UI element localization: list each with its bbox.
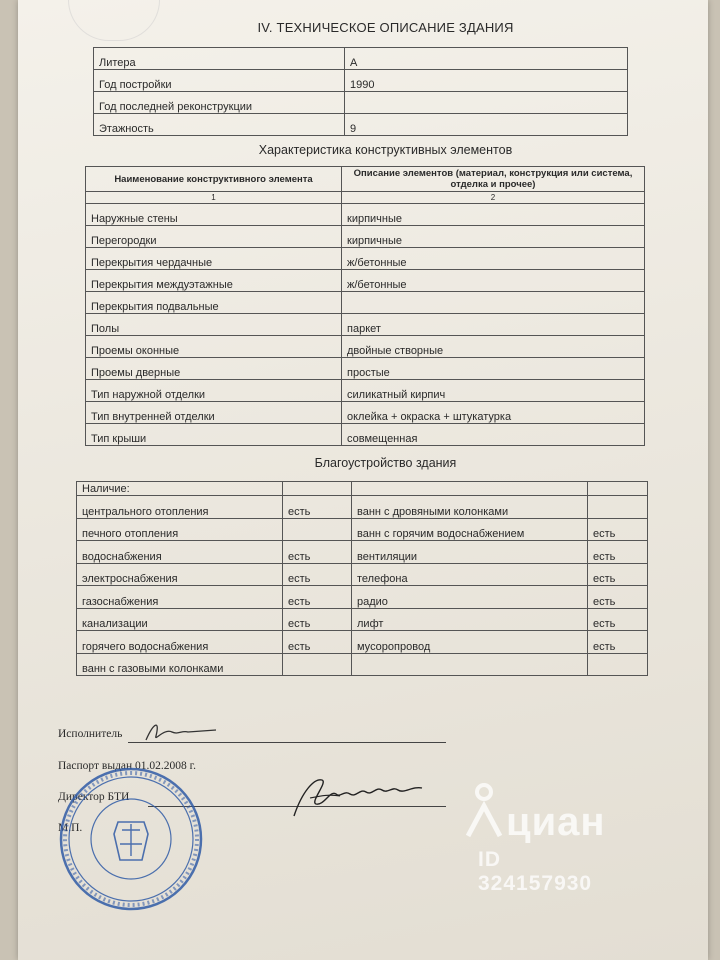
table-row — [86, 336, 645, 358]
field-value: 1990 — [345, 70, 628, 92]
amenity-value: есть — [283, 541, 352, 564]
field-value — [345, 92, 628, 114]
element-name: Тип крыши — [86, 424, 342, 446]
table-row — [86, 402, 645, 424]
table-row — [77, 631, 648, 654]
amenity-value: есть — [283, 631, 352, 654]
table-row — [94, 92, 628, 114]
column-number: 2 — [342, 192, 645, 204]
table-row — [86, 270, 645, 292]
amenity-name: центрального отопления — [77, 496, 283, 519]
element-description — [342, 292, 645, 314]
amenities-body — [77, 482, 648, 676]
table-row — [77, 563, 648, 586]
amenity-value: есть — [283, 496, 352, 519]
element-description: силикатный кирпич — [342, 380, 645, 402]
amenity-value: есть — [283, 608, 352, 631]
amenity-name: ванн с горячим водоснабжением — [352, 518, 588, 541]
column-number: 1 — [86, 192, 342, 204]
amenity-name: телефона — [352, 563, 588, 586]
document-title: IV. ТЕХНИЧЕСКОЕ ОПИСАНИЕ ЗДАНИЯ — [257, 20, 514, 35]
field-value: А — [345, 48, 628, 70]
element-name: Проемы дверные — [86, 358, 342, 380]
field-label: Год постройки — [94, 70, 345, 92]
element-name: Наружные стены — [86, 204, 342, 226]
stamp-place-label: М.П. — [58, 822, 83, 834]
table-row — [77, 586, 648, 609]
element-description: совмещенная — [342, 424, 645, 446]
amenity-value: есть — [588, 608, 648, 631]
field-label: Литера — [94, 48, 345, 70]
element-name: Тип внутренней отделки — [86, 402, 342, 424]
director-signature — [280, 772, 440, 822]
element-description: кирпичные — [342, 226, 645, 248]
field-value: 9 — [345, 114, 628, 136]
amenity-value — [588, 496, 648, 519]
table-row — [94, 70, 628, 92]
table-row — [86, 358, 645, 380]
element-description: ж/бетонные — [342, 270, 645, 292]
table-row — [77, 653, 648, 676]
general-info-table — [93, 47, 628, 136]
table-row — [77, 518, 648, 541]
empty-cell — [283, 482, 352, 496]
table-row — [86, 314, 645, 336]
table-row — [77, 608, 648, 631]
amenity-value — [283, 518, 352, 541]
element-name: Перекрытия чердачные — [86, 248, 342, 270]
column-header: Наименование конструктивного элемента — [86, 167, 342, 192]
amenity-value: есть — [588, 518, 648, 541]
amenity-name: ванн с дровяными колонками — [352, 496, 588, 519]
element-name: Перегородки — [86, 226, 342, 248]
table-row — [86, 226, 645, 248]
header-row — [77, 482, 648, 496]
general-info-body — [94, 48, 628, 136]
amenity-name: газоснабжения — [77, 586, 283, 609]
element-name: Перекрытия подвальные — [86, 292, 342, 314]
table-row — [77, 496, 648, 519]
element-description: двойные створные — [342, 336, 645, 358]
amenities-heading: Благоустройство здания — [314, 456, 457, 470]
director-label: Директор БТИ — [58, 791, 130, 803]
table-row — [77, 541, 648, 564]
element-description: простые — [342, 358, 645, 380]
field-label: Этажность — [94, 114, 345, 136]
amenity-value — [588, 653, 648, 676]
element-description: ж/бетонные — [342, 248, 645, 270]
field-label: Год последней реконструкции — [94, 92, 345, 114]
element-name: Тип наружной отделки — [86, 380, 342, 402]
header-row — [86, 167, 645, 192]
watermark-id: ID 324157930 — [478, 848, 593, 895]
amenity-value: есть — [588, 586, 648, 609]
amenity-name: печного отопления — [77, 518, 283, 541]
structural-header — [86, 167, 645, 204]
table-row — [86, 380, 645, 402]
table-row — [94, 48, 628, 70]
amenity-value: есть — [283, 563, 352, 586]
table-row — [86, 204, 645, 226]
empty-cell — [588, 482, 648, 496]
structural-heading: Характеристика конструктивных элементов — [258, 143, 513, 157]
element-name: Полы — [86, 314, 342, 336]
element-description: кирпичные — [342, 204, 645, 226]
amenity-name: вентиляции — [352, 541, 588, 564]
element-name: Проемы оконные — [86, 336, 342, 358]
passport-issued: Паспорт выдан 01.02.2008 г. — [58, 760, 196, 772]
table-row — [86, 292, 645, 314]
amenity-name: канализации — [77, 608, 283, 631]
amenity-name: мусоропровод — [352, 631, 588, 654]
watermark-brand: циан — [506, 800, 606, 844]
amenity-name: горячего водоснабжения — [77, 631, 283, 654]
amenity-value: есть — [588, 541, 648, 564]
element-name: Перекрытия междуэтажные — [86, 270, 342, 292]
column-number-row — [86, 192, 645, 204]
amenity-value: есть — [588, 563, 648, 586]
amenity-value: есть — [283, 586, 352, 609]
amenity-name: радио — [352, 586, 588, 609]
executor-label: Исполнитель — [58, 728, 123, 740]
element-description: паркет — [342, 314, 645, 336]
amenity-value — [283, 653, 352, 676]
structural-body — [86, 204, 645, 446]
column-header: Описание элементов (материал, конструкция или система, отделка и прочее) — [342, 167, 645, 192]
table-row — [86, 248, 645, 270]
amenity-name: электроснабжения — [77, 563, 283, 586]
amenity-name: лифт — [352, 608, 588, 631]
amenity-name: ванн с газовыми колонками — [77, 653, 283, 676]
table-row — [94, 114, 628, 136]
amenity-value: есть — [588, 631, 648, 654]
amenities-table — [76, 481, 648, 676]
round-seal — [56, 764, 206, 914]
structural-elements-table — [85, 166, 645, 446]
amenities-header: Наличие: — [77, 482, 283, 496]
empty-cell — [352, 482, 588, 496]
amenity-name — [352, 653, 588, 676]
table-row — [86, 424, 645, 446]
location-pin-icon — [466, 778, 506, 848]
element-description: оклейка + окраска + штукатурка — [342, 402, 645, 424]
executor-signature — [138, 718, 238, 746]
amenity-name: водоснабжения — [77, 541, 283, 564]
document-page — [18, 0, 708, 960]
